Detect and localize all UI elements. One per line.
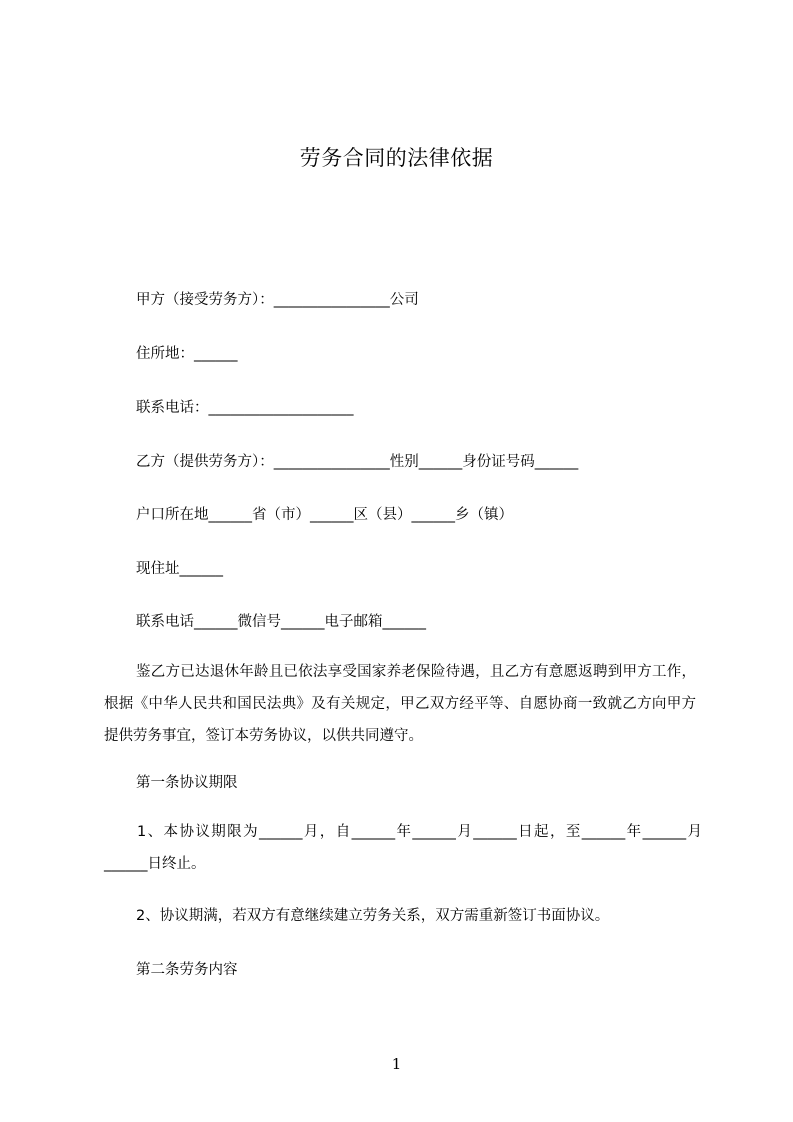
current-address-line: 现住址______ (136, 561, 223, 577)
article-1-heading: 第一条协议期限 (136, 775, 238, 791)
intro-paragraph: 鉴乙方已达退休年龄且已依法享受国家养老保险待遇，且乙方有意愿返聘到甲方工作，根据《中华人民共和国民法典》及有关规定，甲乙双方经平等、自愿协商一致就乙方向甲方提供劳务事宜，签订本劳务协议，以供共同遵守。 (104, 664, 696, 744)
household-line: 户口所在地______省（市）______区（县）______乡（镇） (136, 507, 513, 523)
address-line: 住所地：______ (136, 346, 238, 362)
party-a-line: 甲方（接受劳务方）：________________公司 (136, 292, 419, 308)
page-number: 1 (391, 1055, 402, 1073)
phone-a-line: 联系电话：____________________ (136, 400, 354, 416)
article-1-clause-1: 1、本协议期限为______月，自______年______月______日起，至______年______月______日终止。 (104, 824, 702, 872)
article-1-clause-2: 2、协议期满，若双方有意继续建立劳务关系，双方需重新签订书面协议。 (136, 908, 610, 924)
party-b-line: 乙方（提供劳务方）：________________性别______身份证号码______ (136, 454, 579, 470)
article-2-heading: 第二条劳务内容 (136, 962, 238, 978)
contacts-b-line: 联系电话______微信号______电子邮箱______ (136, 614, 426, 630)
document-title: 劳务合同的法律依据 (299, 146, 494, 170)
